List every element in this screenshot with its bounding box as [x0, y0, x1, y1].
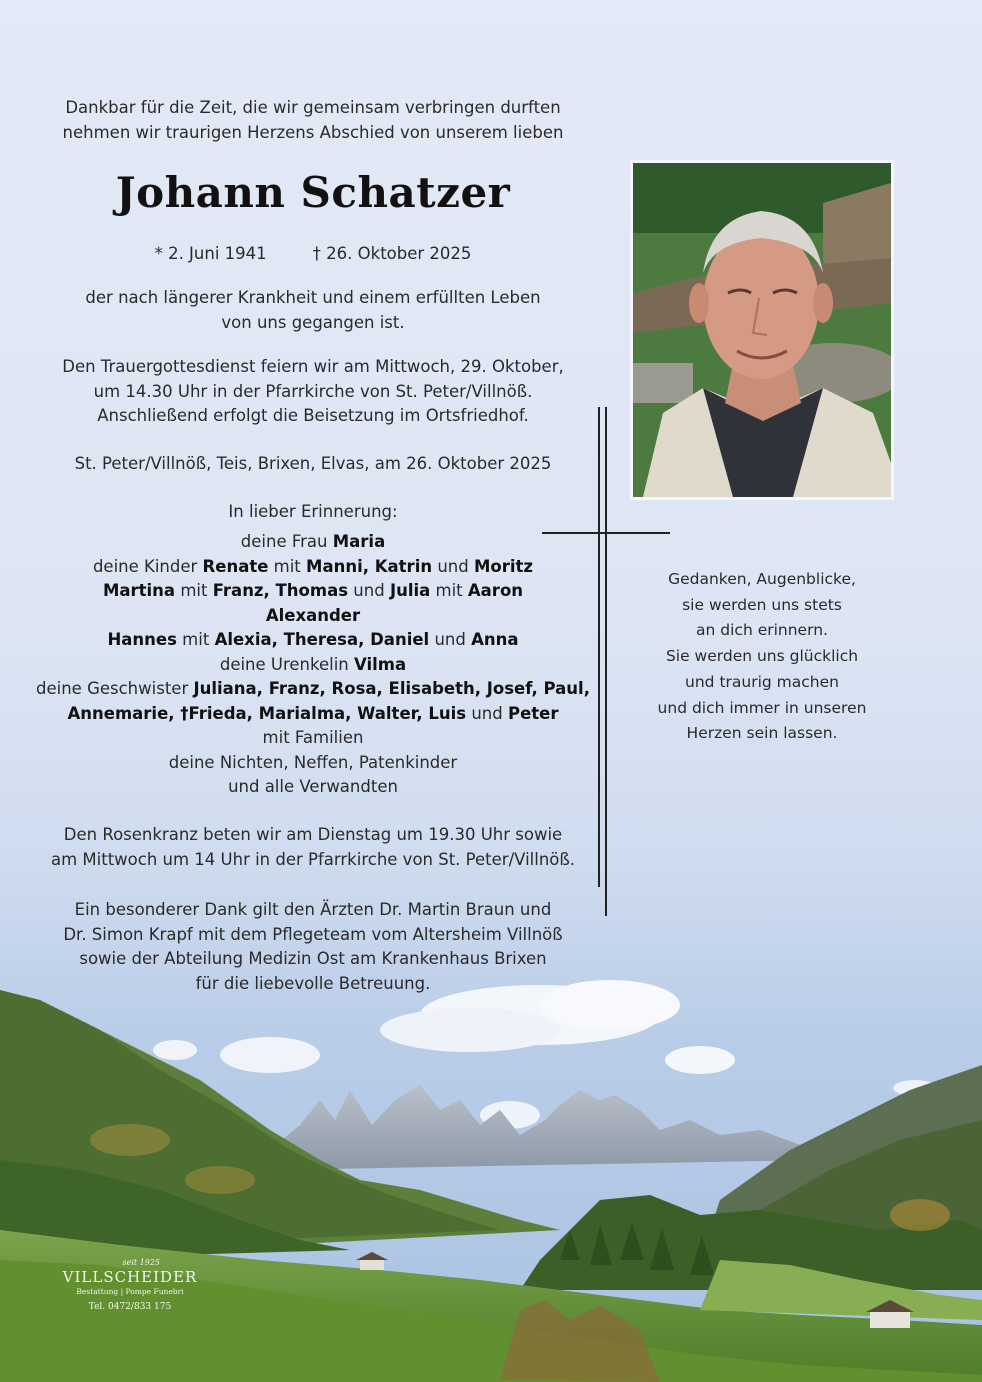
quote-line: und dich immer in unseren [657, 698, 867, 717]
family-line: und alle Verwandten [228, 777, 398, 796]
quote-line: sie werden uns stets [682, 595, 842, 614]
family-line: Martina mit Franz, Thomas und Julia mit Aaron [102, 581, 524, 600]
death-date: † 26. Oktober 2025 [312, 244, 472, 263]
family-line: Annemarie, †Frieda, Marialma, Walter, Luis und Peter [67, 703, 559, 723]
logo-brand: VILLSCHEIDER [62, 1268, 198, 1286]
family-line: deine Kinder Renate mit Manni, Katrin und Moritz [92, 556, 534, 576]
intro-text [30, 96, 596, 145]
place-date-text: St. Peter/Villnöß, Teis, Brixen, Elvas, am 26. Oktober 2025 [74, 454, 552, 473]
logo-since: seit 1925 [122, 1258, 160, 1267]
portrait-photo [630, 160, 894, 500]
family-line: deine Urenkelin Vilma [219, 654, 407, 674]
cross-vertical-line [605, 407, 607, 916]
family-line: Hannes mit Alexia, Theresa, Daniel und Anna [107, 630, 519, 649]
birth-date: * 2. Juni 1941 [154, 244, 267, 263]
life-dates [30, 242, 596, 267]
quote-line: und traurig machen [685, 672, 839, 691]
text-line: Ein besonderer Dank gilt den Ärzten Dr. Martin Braun und [74, 900, 552, 919]
family-line: deine Frau Maria [240, 532, 386, 551]
logo-phone: Tel. 0472/833 175 [88, 1302, 172, 1312]
quote-line: Sie werden uns glücklich [665, 647, 859, 666]
text-line: Anschließend erfolgt die Beisetzung im Ortsfriedhof. [97, 406, 529, 425]
memory-heading: In lieber Erinnerung: [228, 502, 398, 521]
family-line: deine Nichten, Neffen, Patenkinder [168, 752, 458, 772]
quote-line: Gedanken, Augenblicke, [668, 570, 856, 588]
text-line: Den Trauergottesdienst feiern wir am Mittwoch, 29. Oktober, [62, 357, 564, 376]
family-line: deine Geschwister Juliana, Franz, Rosa, Elisabeth, Josef, Paul, [36, 679, 590, 698]
deceased-name: Johann Schatzer [115, 168, 511, 217]
intro-line: nehmen wir traurigen Herzens Abschied von unserem lieben [62, 122, 564, 142]
cross-horizontal-line [542, 532, 670, 534]
thanks-text [30, 898, 596, 996]
text-line: für die liebevolle Betreuung. [195, 973, 431, 993]
family-line: Alexander [265, 605, 361, 625]
mountain-landscape-image [0, 960, 982, 1382]
memorial-quote [630, 567, 894, 747]
family-list [30, 530, 596, 800]
funeral-service-text [30, 355, 596, 429]
quote-line: an dich erinnern. [696, 621, 828, 640]
text-line: um 14.30 Uhr in der Pfarrkirche von St. Peter/Villnöß. [93, 381, 533, 401]
cross-vertical-line [598, 407, 600, 887]
logo-subtitle: Bestattung | Pompe Funebri [76, 1287, 184, 1296]
text-line: von uns gegangen ist. [221, 312, 405, 332]
text-line: Den Rosenkranz beten wir am Dienstag um 19.30 Uhr sowie [63, 825, 563, 844]
text-line: Dr. Simon Krapf mit dem Pflegeteam vom Altersheim Villnöß [63, 924, 563, 944]
passing-text [30, 286, 596, 335]
family-line: mit Familien [262, 728, 364, 747]
text-line: am Mittwoch um 14 Uhr in der Pfarrkirche von St. Peter/Villnöß. [50, 849, 576, 869]
text-line: sowie der Abteilung Medizin Ost am Krankenhaus Brixen [79, 949, 547, 968]
text-line: der nach längerer Krankheit und einem erfüllten Leben [85, 288, 541, 307]
intro-line: Dankbar für die Zeit, die wir gemeinsam verbringen durften [65, 98, 561, 117]
rosary-text [30, 823, 596, 872]
quote-line: Herzen sein lassen. [686, 724, 838, 743]
funeral-home-logo [60, 1258, 200, 1312]
